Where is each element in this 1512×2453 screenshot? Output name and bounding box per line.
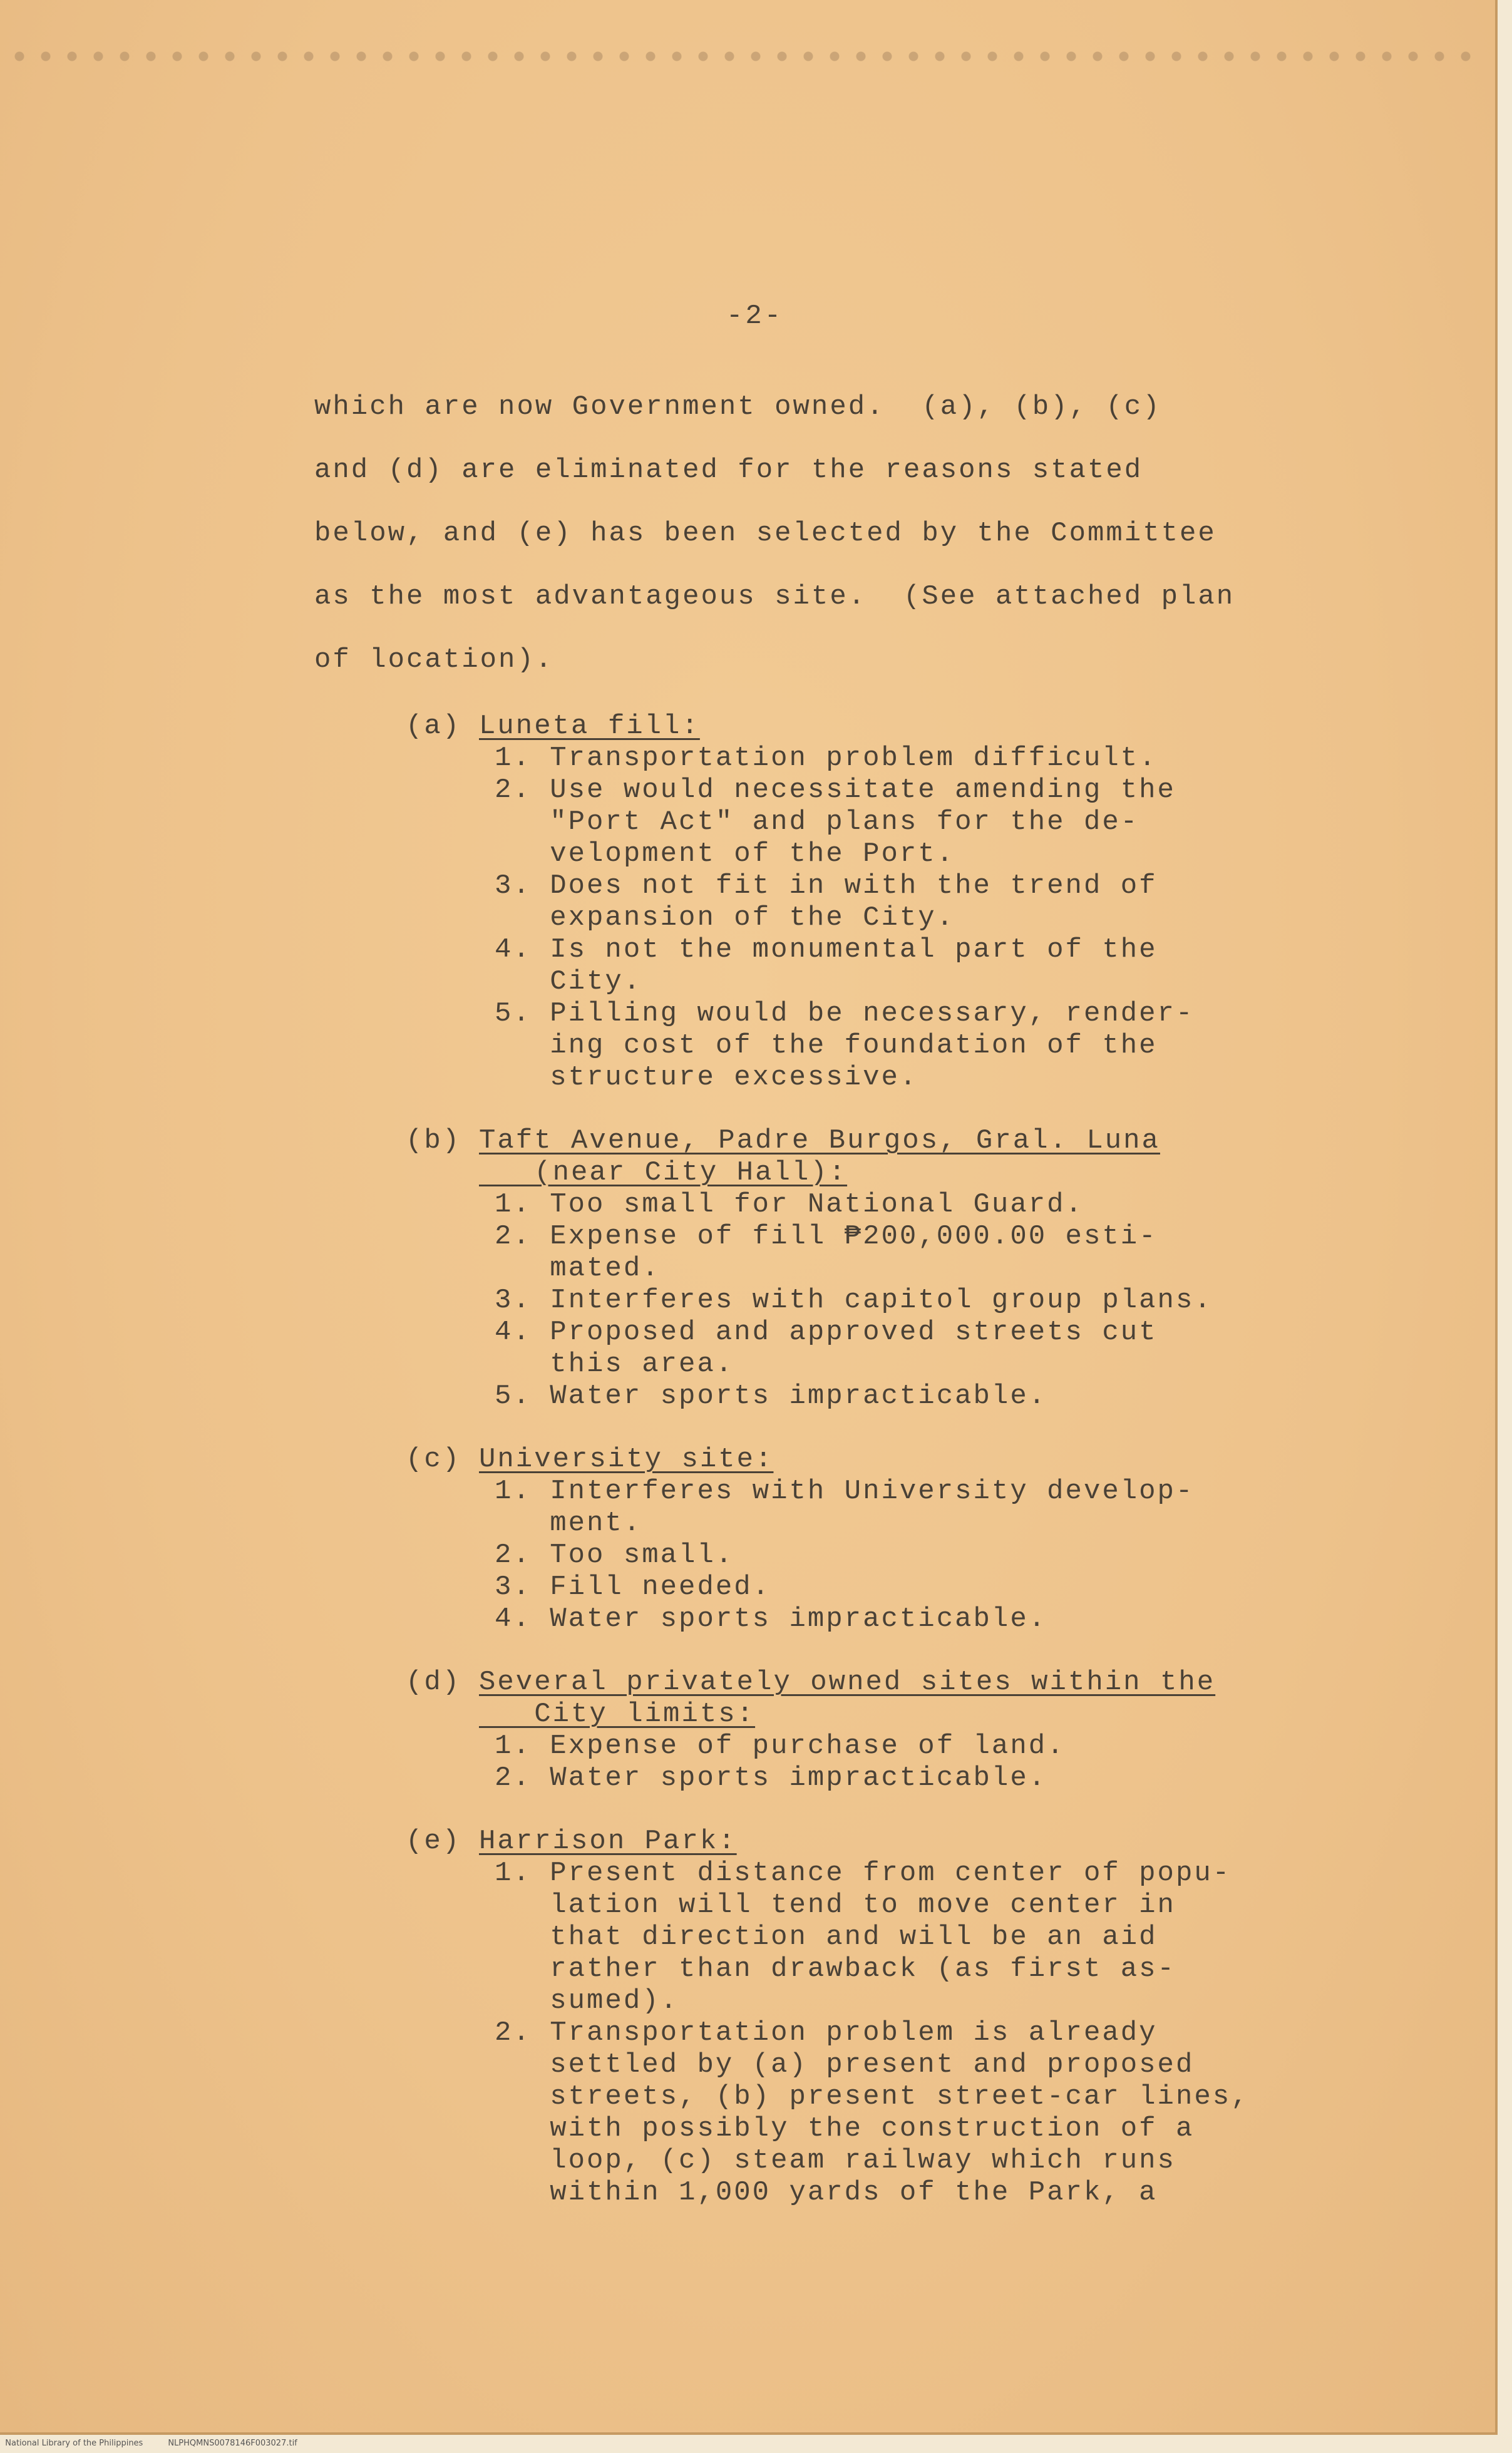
list-item-line: loop, (c) steam railway which runs (495, 2145, 1176, 2176)
list-item-line: 3. Does not fit in with the trend of (495, 870, 1158, 902)
list-item-line: 2. Too small. (495, 1540, 734, 1571)
section-title: (near City Hall): (479, 1157, 848, 1188)
list-item-line: "Port Act" and plans for the de- (495, 806, 1139, 838)
list-item-line: 4. Proposed and approved streets cut (495, 1317, 1158, 1348)
list-item-line: 5. Pilling would be necessary, render- (495, 998, 1195, 1029)
list-item-line: 1. Expense of purchase of land. (495, 1730, 1066, 1762)
list-item-line: City. (495, 966, 642, 997)
list-item-line: 2. Expense of fill ₱200,000.00 esti- (495, 1221, 1158, 1252)
list-item-line: 2. Use would necessitate amending the (495, 774, 1176, 806)
footer-library: National Library of the Philippines (5, 2439, 143, 2448)
list-item-line: this area. (495, 1349, 734, 1380)
list-item-line: 1. Present distance from center of popu- (495, 1858, 1232, 1889)
list-item-line: 3. Interferes with capitol group plans. (495, 1285, 1213, 1316)
section-title: Harrison Park: (479, 1826, 737, 1857)
section-title: University site: (479, 1444, 774, 1475)
list-item-line: mated. (495, 1253, 661, 1284)
list-item-line: 2. Transportation problem is already (495, 2017, 1158, 2049)
list-item-line: within 1,000 yards of the Park, a (495, 2177, 1158, 2208)
section-letter: (b) (406, 1125, 461, 1156)
list-item-line: ment. (495, 1508, 642, 1539)
list-item-line: lation will tend to move center in (495, 1890, 1176, 1921)
list-item-line: 2. Water sports impracticable. (495, 1762, 1047, 1794)
list-item-line: 1. Transportation problem difficult. (495, 743, 1158, 774)
section-letter: (e) (406, 1826, 461, 1857)
list-item-line: velopment of the Port. (495, 838, 955, 870)
section-letter: (c) (406, 1444, 461, 1475)
list-item-line: expansion of the City. (495, 902, 955, 933)
list-item-line: 4. Is not the monumental part of the (495, 934, 1158, 965)
list-item-line: that direction and will be an aid (495, 1921, 1158, 1953)
page-number: -2- (726, 301, 784, 332)
list-item-line: 1. Too small for National Guard. (495, 1189, 1084, 1220)
section-title: Taft Avenue, Padre Burgos, Gral. Luna (479, 1125, 1160, 1156)
list-item-line: 5. Water sports impracticable. (495, 1381, 1047, 1412)
list-item-line: 1. Interferes with University develop- (495, 1476, 1195, 1507)
intro-line: and (d) are eliminated for the reasons stated (314, 455, 1143, 486)
intro-line: below, and (e) has been selected by the Committee (314, 518, 1216, 549)
list-item-line: ing cost of the foundation of the (495, 1030, 1158, 1061)
section-title: Several privately owned sites within the (479, 1667, 1216, 1698)
perforation-edge (6, 44, 1484, 69)
intro-line: which are now Government owned. (a), (b), (c) (314, 391, 1161, 423)
scan-footer (0, 2429, 1512, 2448)
list-item-line: with possibly the construction of a (495, 2113, 1195, 2144)
list-item-line: rather than drawback (as first as- (495, 1953, 1176, 1985)
list-item-line: 4. Water sports impracticable. (495, 1603, 1047, 1635)
list-item-line: settled by (a) present and proposed (495, 2049, 1195, 2080)
intro-line: of location). (314, 644, 554, 676)
list-item-line: streets, (b) present street-car lines, (495, 2081, 1250, 2112)
intro-line: as the most advantageous site. (See attached plan (314, 581, 1235, 612)
section-letter: (d) (406, 1667, 461, 1698)
section-letter: (a) (406, 711, 461, 742)
list-item-line: 3. Fill needed. (495, 1571, 771, 1603)
list-item-line: sumed). (495, 1985, 679, 2017)
list-item-line: structure excessive. (495, 1062, 918, 1093)
footer-file: NLPHQMNS0078146F003027.tif (168, 2439, 297, 2448)
section-title: Luneta fill: (479, 711, 700, 742)
section-title: City limits: (479, 1699, 756, 1730)
